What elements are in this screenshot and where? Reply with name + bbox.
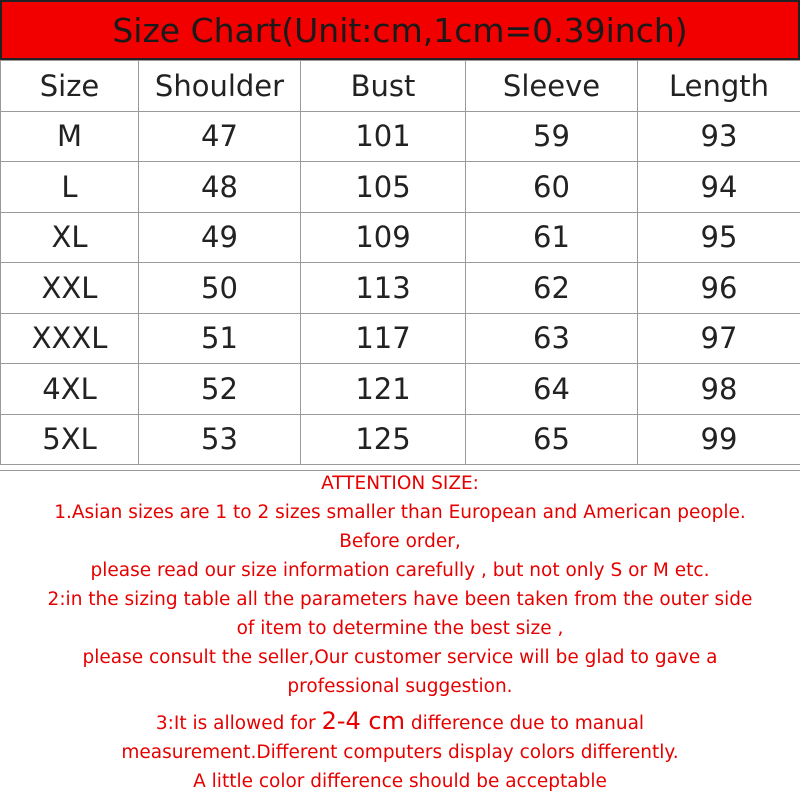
column-header-shoulder: Shoulder xyxy=(139,61,301,112)
sleeve-cell: 63 xyxy=(466,313,638,364)
table-row xyxy=(1,212,800,263)
note-3-line-1 xyxy=(0,707,800,738)
shoulder-cell: 49 xyxy=(139,212,301,263)
note-1-line-2: Before order, xyxy=(0,527,800,556)
length-cell: 98 xyxy=(638,364,800,415)
length-cell: 99 xyxy=(638,414,800,465)
note-1-line-1: 1.Asian sizes are 1 to 2 sizes smaller than European and American people. xyxy=(0,498,800,527)
note-1-line-3: please read our size information carefully , but not only S or M etc. xyxy=(0,556,800,585)
size-chart-title: Size Chart(Unit:cm,1cm=0.39inch) xyxy=(0,0,800,60)
length-cell: 96 xyxy=(638,263,800,314)
note-2-line-1: 2:in the sizing table all the parameters have been taken from the outer side xyxy=(0,585,800,614)
column-header-bust: Bust xyxy=(301,61,466,112)
size-cell: M xyxy=(1,111,139,162)
note-2-line-4: professional suggestion. xyxy=(0,672,800,701)
column-header-sleeve: Sleeve xyxy=(466,61,638,112)
bust-cell: 125 xyxy=(301,414,466,465)
shoulder-cell: 50 xyxy=(139,263,301,314)
sleeve-cell: 61 xyxy=(466,212,638,263)
note-2-line-2: of item to determine the best size , xyxy=(0,614,800,643)
bust-cell: 121 xyxy=(301,364,466,415)
sleeve-cell: 60 xyxy=(466,162,638,213)
size-table xyxy=(0,60,800,465)
sleeve-cell: 59 xyxy=(466,111,638,162)
bust-cell: 113 xyxy=(301,263,466,314)
sleeve-cell: 64 xyxy=(466,364,638,415)
size-cell: L xyxy=(1,162,139,213)
bust-cell: 117 xyxy=(301,313,466,364)
shoulder-cell: 53 xyxy=(139,414,301,465)
size-cell: 4XL xyxy=(1,364,139,415)
shoulder-cell: 52 xyxy=(139,364,301,415)
sleeve-cell: 62 xyxy=(466,263,638,314)
table-row xyxy=(1,364,800,415)
length-cell: 97 xyxy=(638,313,800,364)
bust-cell: 105 xyxy=(301,162,466,213)
sleeve-cell: 65 xyxy=(466,414,638,465)
length-cell: 95 xyxy=(638,212,800,263)
table-row xyxy=(1,313,800,364)
size-cell: XL xyxy=(1,212,139,263)
shoulder-cell: 51 xyxy=(139,313,301,364)
column-header-size: Size xyxy=(1,61,139,112)
note-2-line-3: please consult the seller,Our customer service will be glad to gave a xyxy=(0,643,800,672)
note-3-suffix: difference due to manual xyxy=(405,713,644,734)
bust-cell: 101 xyxy=(301,111,466,162)
length-cell: 93 xyxy=(638,111,800,162)
bust-cell: 109 xyxy=(301,212,466,263)
column-header-length: Length xyxy=(638,61,800,112)
table-row xyxy=(1,111,800,162)
size-cell: XXL xyxy=(1,263,139,314)
size-cell: 5XL xyxy=(1,414,139,465)
note-3-line-3: A little color difference should be acceptable xyxy=(0,767,800,796)
table-row xyxy=(1,162,800,213)
attention-notes xyxy=(0,470,800,801)
shoulder-cell: 48 xyxy=(139,162,301,213)
table-header-row xyxy=(1,61,800,112)
note-3-line-2: measurement.Different computers display colors differently. xyxy=(0,738,800,767)
size-cell: XXXL xyxy=(1,313,139,364)
note-3-prefix: 3:It is allowed for xyxy=(156,713,322,734)
attention-heading: ATTENTION SIZE: xyxy=(0,469,800,498)
table-row xyxy=(1,414,800,465)
table-row xyxy=(1,263,800,314)
note-3-highlight: 2-4 cm xyxy=(322,707,405,735)
length-cell: 94 xyxy=(638,162,800,213)
shoulder-cell: 47 xyxy=(139,111,301,162)
